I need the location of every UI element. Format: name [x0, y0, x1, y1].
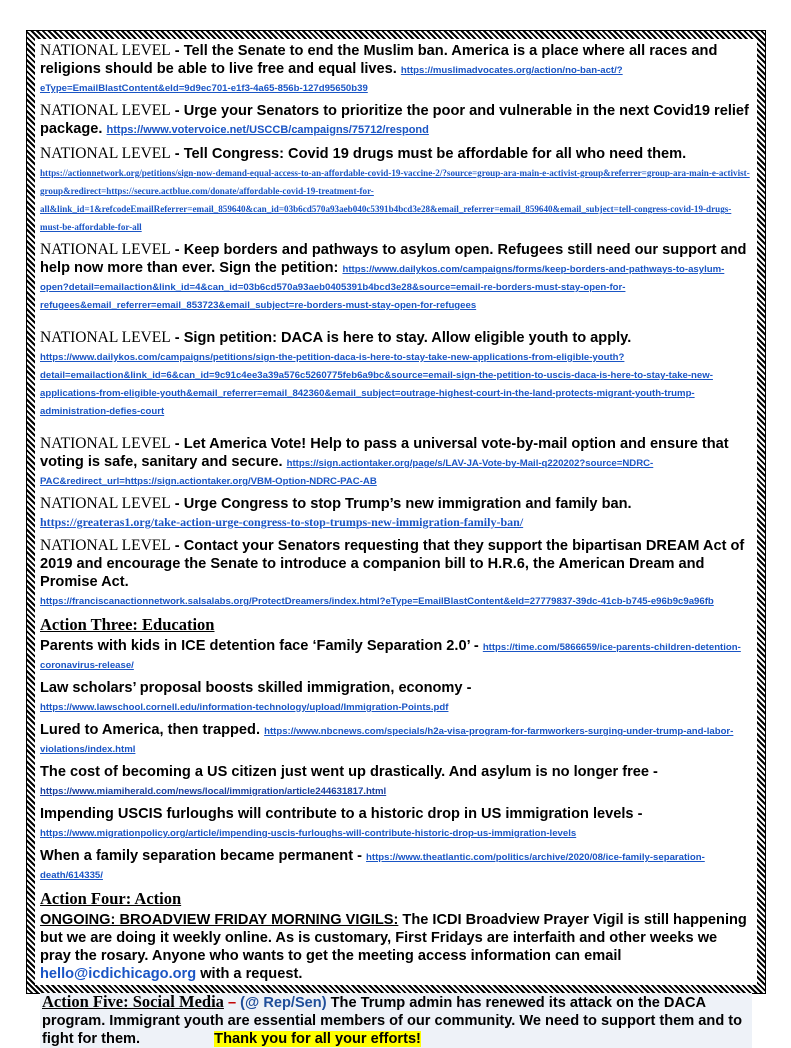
- action-link[interactable]: https://franciscanactionnetwork.salsalabs.org/ProtectDreamers/index.html?eType=EmailBlastContent&eId=27779837-39dc-41cb-b745-e96b9c9a96fb: [40, 596, 714, 607]
- national-item-4: [40, 241, 752, 313]
- article-link[interactable]: https://www.nbcnews.com/specials/h2a-visa-program-for-farmworkers-surging-under-trump-and-labor-violations/index.html: [40, 726, 734, 755]
- national-item-7: [40, 495, 752, 531]
- item-title: Contact your Senators requesting that they support the bipartisan DREAM Act of 2019 and encourage the Senate to introduce a companion bill to H.R.6, the American Dream and Promise Act: [40, 538, 745, 590]
- separator: -: [170, 103, 184, 119]
- item-title: Urge your Senators to prioritize the poor and vulnerable in the next Covid19 relief package.: [40, 103, 749, 137]
- item-title: Law scholars’ proposal boosts skilled immigration, economy -: [40, 680, 472, 696]
- separator: -: [170, 146, 184, 162]
- education-item-2: [40, 679, 752, 715]
- social-text: The Trump admin has renewed its attack on the DACA program. Immigrant youth are essential members of our community. We need to support them and to fight for them.: [42, 995, 743, 1047]
- item-title: Tell Congress: Covid 19 drugs must be affordable for all who need them.: [183, 146, 687, 162]
- separator: -: [170, 330, 184, 346]
- article-link[interactable]: https://www.theatlantic.com/politics/archive/2020/08/ice-family-separation-death/614335/: [40, 852, 705, 881]
- action-link[interactable]: https://greateras1.org/take-action-urge-congress-to-stop-trumps-new-immigration-family-ban/: [40, 515, 524, 529]
- social-media-block: Action Five: Social Media – (@ Rep/Sen) The Trump admin has renewed its attack on the DACA program. Immigrant youth are essential members of our community. We need to support them and to fight for them. Thank you for all your efforts!: [40, 993, 752, 1048]
- item-title: Tell the Senate to end the Muslim ban. America is a place where all races and religions should be able to live free and equal lives.: [40, 43, 718, 77]
- separator: -: [170, 43, 184, 59]
- item-title: Urge Congress to stop Trump’s new immigration and family ban.: [183, 496, 632, 512]
- item-title: Lured to America, then trapped.: [40, 722, 261, 738]
- item-title: The cost of becoming a US citizen just went up drastically. And asylum is no longer free -: [40, 764, 658, 780]
- education-item-1: [40, 637, 752, 673]
- level-label: NATIONAL LEVEL: [40, 435, 171, 452]
- vigil-text: The ICDI Broadview Prayer Vigil is still happening but we are doing it weekly online. As is customary, First Fridays are interfaith and other weeks we pray the rosary. Anyone who wants to get the meeting access information can email: [40, 912, 747, 964]
- level-label: NATIONAL LEVEL: [40, 145, 171, 162]
- action-link[interactable]: https://www.votervoice.net/USCCB/campaigns/75712/respond: [106, 124, 429, 136]
- action-five-heading: Action Five: Social Media: [42, 992, 224, 1011]
- page-content: [40, 42, 752, 1047]
- separator: -: [170, 538, 184, 554]
- separator: -: [469, 638, 483, 654]
- action-link[interactable]: https://sign.actiontaker.org/page/s/LAV-JA-Vote-by-Mail-q220202?source=NDRC-PAC&redirect_url=https://sign.actiontaker.org/VBM-Option-NDRC-PAC-AB: [40, 458, 654, 487]
- action-link[interactable]: https://www.dailykos.com/campaigns/petitions/sign-the-petition-daca-is-here-to-stay-take-new-applications-from-eligible-youth?detail=emailaction&link_id=6&can_id=9c91c4ee3a39a576c5260775feb6a9bc&source=email-sign-the-petition-to-uscis-daca-is-here-to-stay-take-new-applications-from-eligible-youth&email_referrer=email_842360&email_subject=outrage-highest-court-in-the-land-protects-migrant-youth-trump-administration-defies-court: [40, 352, 713, 417]
- item-title: When a family separation became permanent -: [40, 848, 362, 864]
- action-link[interactable]: https://muslimadvocates.org/action/no-ban-act/?eType=EmailBlastContent&eId=9d9ec701-e1f3-4a65-856b-127d95650b39: [40, 65, 623, 94]
- separator: -: [170, 242, 184, 258]
- rep-sen-tag: (@ Rep/Sen): [240, 995, 327, 1011]
- article-link[interactable]: https://www.lawschool.cornell.edu/information-technology/upload/Immigration-Points.pdf: [40, 702, 449, 713]
- education-heading: Action Three: Education: [40, 615, 215, 634]
- national-item-5: [40, 329, 752, 419]
- article-link[interactable]: https://www.migrationpolicy.org/article/impending-uscis-furloughs-will-contribute-historic-drop-us-immigration-levels: [40, 828, 577, 839]
- vigil-paragraph: ONGOING: BROADVIEW FRIDAY MORNING VIGILS: The ICDI Broadview Prayer Vigil is still happening but we are doing it weekly online. As is customary, First Fridays are interfaith and other weeks we pray the rosary. Anyone who wants to get the meeting access information can email hello@icdichicago.org with a request.: [40, 912, 747, 982]
- national-item-1: [40, 42, 752, 96]
- level-label: NATIONAL LEVEL: [40, 42, 171, 59]
- article-link[interactable]: https://www.miamiherald.com/news/local/immigration/article244631817.html: [40, 786, 387, 797]
- education-item-5: [40, 805, 752, 841]
- item-title: Sign petition: DACA is here to stay. Allow eligible youth to apply.: [183, 330, 632, 346]
- level-label: NATIONAL LEVEL: [40, 495, 171, 512]
- level-label: NATIONAL LEVEL: [40, 537, 171, 554]
- level-label: NATIONAL LEVEL: [40, 329, 171, 346]
- national-item-2: [40, 102, 752, 139]
- separator: -: [170, 436, 184, 452]
- national-item-6: [40, 435, 752, 489]
- level-label: NATIONAL LEVEL: [40, 102, 171, 119]
- action-four-heading: Action Four: Action: [40, 889, 182, 908]
- action-link[interactable]: https://actionnetwork.org/petitions/sign-now-demand-equal-access-to-an-affordable-covid-19-vaccine-2/?source=group-ara-main-e-activist-group&referrer=group-ara-main-e-activist-group&redirect=https://secure.actblue.com/donate/affordable-covid-19-treatment-for-all&link_id=1&refcodeEmailReferrer=email_859640&can_id=03b6cd570a93aeb040c5391b4bcd3e28&email_referrer=email_859640&email_subject=tell-congress-covid-19-drugs-must-be-affordable-for-all: [40, 168, 750, 232]
- vigil-title: ONGOING: BROADVIEW FRIDAY MORNING VIGILS:: [40, 912, 399, 928]
- education-item-6: [40, 847, 752, 883]
- national-item-3: [40, 145, 752, 235]
- action-link[interactable]: https://www.dailykos.com/campaigns/forms/keep-borders-and-pathways-to-asylum-open?detail=emailaction&link_id=4&can_id=03b6cd570a93aeb0405391b4bcd3e28&source=email-re-borders-must-stay-open-for-refugees&email_referrer=email_853723&email_subject=re-borders-must-stay-open-for-refugees: [40, 264, 725, 311]
- separator: -: [170, 496, 184, 512]
- item-title: Impending USCIS furloughs will contribute to a historic drop in US immigration levels -: [40, 806, 643, 822]
- national-item-8: NATIONAL LEVEL - Contact your Senators requesting that they support the bipartisan DREAM Act of 2019 and encourage the Senate to introduce a companion bill to H.R.6, the American Dream and Promise Act. https://franciscanactionnetwork.salsalabs.org/ProtectDreamers/index.html?eType=EmailBlastContent&eId=27779837-39dc-41cb-b745-e96b9c9a96fb: [40, 537, 745, 607]
- thanks-highlight: Thank you for all your efforts!: [214, 1031, 421, 1047]
- education-item-3: [40, 721, 752, 757]
- item-title: Keep borders and pathways to asylum open. Refugees still need our support and help now more than ever. Sign the petition:: [40, 242, 747, 276]
- item-title: Let America Vote! Help to pass a universal vote-by-mail option and ensure that voting is safe, sanitary and secure.: [40, 436, 729, 470]
- level-label: NATIONAL LEVEL: [40, 241, 171, 258]
- email-link[interactable]: hello@icdichicago.org: [40, 966, 197, 982]
- item-title: Parents with kids in ICE detention face ‘Family Separation 2.0’: [40, 638, 470, 654]
- education-item-4: [40, 763, 752, 799]
- article-link[interactable]: https://time.com/5866659/ice-parents-children-detention-coronavirus-release/: [40, 642, 741, 671]
